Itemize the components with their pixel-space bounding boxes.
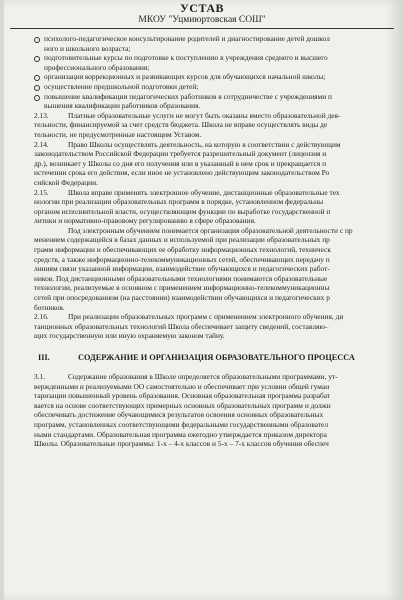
clause-line: вержденными и реализуемыми ОО самостоятельно и обеспечивает при условии общей гуман bbox=[34, 381, 330, 391]
clause-line: Содержание образования в Школе определяется образовательными программами, ут- bbox=[68, 372, 338, 381]
paragraph-line: технологии, реализуемые в основном с применением информационно-телекоммуникационны bbox=[34, 283, 330, 293]
clause-line: таризации повышенный уровень образования. Основная образовательная программа разрабат bbox=[34, 391, 331, 401]
section-title: СОДЕРЖАНИЕ И ОРГАНИЗАЦИЯ ОБРАЗОВАТЕЛЬНОГО ПРОЦЕССА bbox=[78, 353, 355, 362]
clause-line: истечении срока его действия, если иное не установлено действующим законодательством Ро bbox=[34, 168, 330, 178]
list-item: организация коррекционных и развивающих курсов для обучающихся начальной школы; bbox=[34, 72, 400, 82]
list-item: подготовительные курсы по подготовке к поступлению в учреждения среднего и высшего профессионального образования; bbox=[34, 53, 400, 72]
clause-line: щих государственную или иную охраняемую законом тайну. bbox=[34, 331, 225, 341]
clause-number: 2.16. bbox=[34, 312, 49, 322]
clause-2-16 bbox=[34, 312, 400, 322]
clause-line: Школа вправе применять электронное обучение, дистанционные образовательные тех bbox=[68, 187, 340, 197]
paragraph-line: линиям связи указанной информации, взаимодействие обучающихся и педагогических работ- bbox=[34, 264, 330, 274]
clause-line: сийской Федерации. bbox=[34, 177, 98, 187]
list-item: психолого-педагогическое консультирование родителей и диагностирование детей дошкол ного и школьного возраста; bbox=[34, 34, 400, 53]
document-page bbox=[4, 0, 400, 600]
document-header bbox=[4, 0, 400, 26]
clause-line: ными стандартами. Образовательная программа ежегодно утверждается приказом директора bbox=[34, 429, 327, 439]
header-rule bbox=[10, 28, 394, 29]
paragraph-line: сетей при опосредованном (на расстоянии) взаимодействии обучающихся и педагогических р bbox=[34, 293, 330, 303]
list-item: осуществление предшкольной подготовки детей; bbox=[34, 82, 400, 92]
paragraph-line: Под электронным обучением понимается организация образовательной деятельности с пр bbox=[68, 225, 353, 235]
section-heading bbox=[34, 352, 400, 363]
section-number: III. bbox=[38, 353, 50, 362]
clause-2-15 bbox=[34, 188, 400, 198]
list-item: повышение квалификации педагогических работников в сотрудничестве с учреждениями п вышения квалификации работников образования. bbox=[34, 92, 400, 111]
clause-line: При реализации образовательных программ с применением электронного обучения, ди bbox=[68, 312, 344, 322]
clause-line: др.), возникает у Школы со дня его получения или в указанный в нем срок и прекращается п bbox=[34, 158, 327, 168]
clause-number: 2.15. bbox=[34, 187, 49, 197]
clause-line: вается на основе соответствующих примерных основных образовательных программ и должн bbox=[34, 400, 331, 410]
clause-2-13 bbox=[34, 111, 400, 121]
clause-number: 3.1. bbox=[34, 372, 46, 381]
clause-line: Право Школы осуществлять деятельность, на которую в соответствии с действующим bbox=[68, 139, 341, 149]
paragraph-line: менением содержащейся в базах данных и используемой при реализации образовательных пр bbox=[34, 235, 330, 245]
paragraph-line: ников. Под дистанционными образовательными технологиями понимаются образовательные bbox=[34, 273, 328, 283]
clause-line: тельности, не предусмотренные настоящим Уставом. bbox=[34, 129, 202, 139]
clause-line: танционных образовательных технологий Школа обеспечивает защиту сведений, составляю- bbox=[34, 321, 328, 331]
document-body bbox=[4, 34, 400, 449]
clause-line: обеспечивать достижение обучающимися результатов освоения основных образовательных bbox=[34, 410, 324, 420]
clause-3-1 bbox=[34, 372, 400, 382]
paragraph-line: средств, а также информационно-телекоммуникационных сетей, обеспечивающих передачу п bbox=[34, 254, 330, 264]
clause-2-14 bbox=[34, 140, 400, 150]
clause-number: 2.14. bbox=[34, 139, 49, 149]
clause-line: программ, установленных соответствующими федеральными государственными образовател bbox=[34, 419, 329, 429]
document-title: УСТАВ bbox=[179, 1, 225, 15]
clause-line: Платные образовательные услуги не могут быть оказаны вместо образовательной дея- bbox=[68, 110, 341, 120]
paragraph-line: ботников. bbox=[34, 302, 65, 312]
clause-number: 2.13. bbox=[34, 110, 49, 120]
clause-line: законодательством Российской Федерации требуется разрешительный документ (лицензия и bbox=[34, 149, 327, 159]
clause-line: нологии при реализации образовательных программ в порядке, установленном федеральны bbox=[34, 197, 324, 207]
paragraph-line: грамм информации и обеспечивающих ее обработку информационных технологий, техническ bbox=[34, 245, 331, 255]
clause-line: органом исполнительной власти, осуществляющим функции по выработке государственной п bbox=[34, 206, 331, 216]
services-list bbox=[34, 34, 400, 111]
clause-line: тельности, финансируемой за счет средств бюджета. Школа не вправе осуществлять виды де bbox=[34, 120, 328, 130]
clause-line: Школы. Образовательные программы: 1-х – 4-х классов и 5-х – 7-х классов обучения обеспеч bbox=[34, 439, 329, 449]
clause-line: литики и нормативно-правовому регулированию в сфере образования. bbox=[34, 216, 256, 226]
organization-name: МКОУ "Уцмиюртовская СОШ" bbox=[138, 15, 266, 25]
